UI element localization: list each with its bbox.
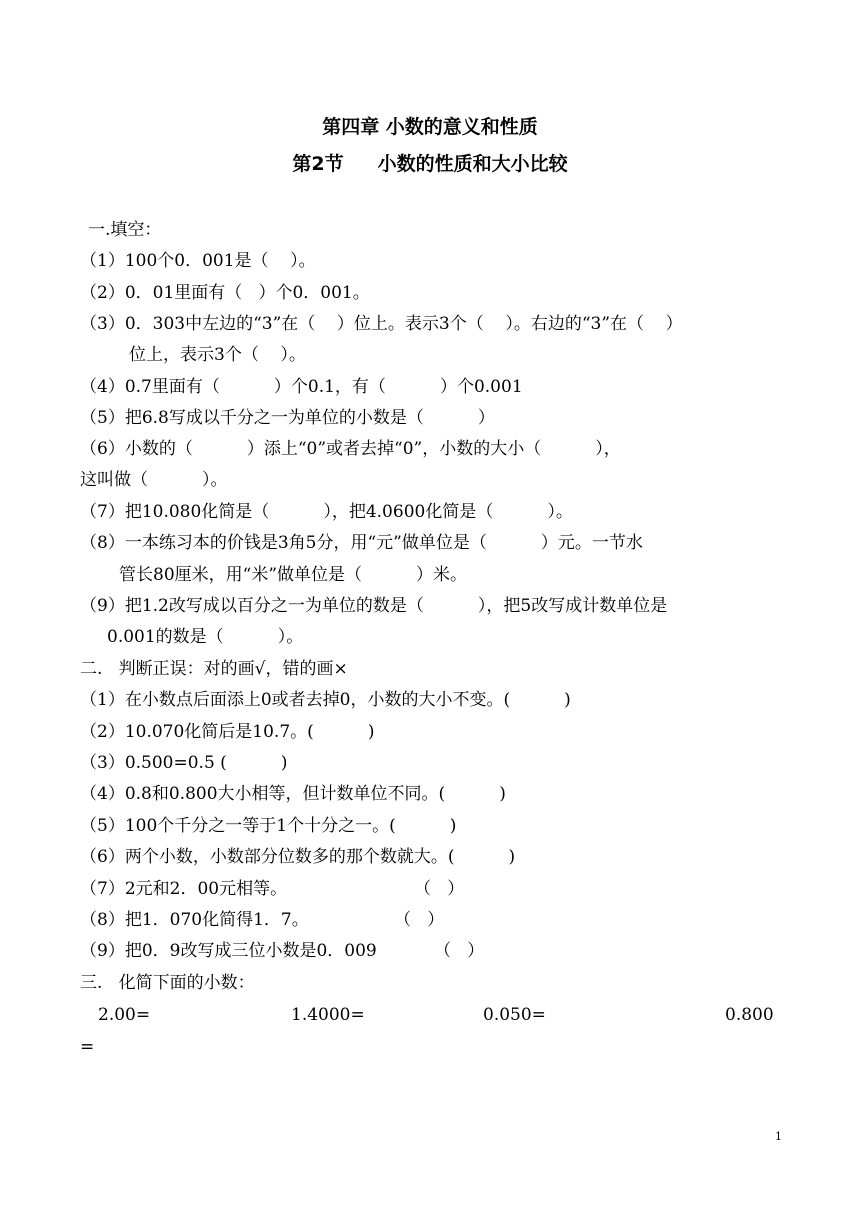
judge-item-7-paren: （ ） xyxy=(414,879,465,899)
section-name: 小数的性质和大小比较 xyxy=(377,153,568,175)
fill-item-9-cont: 0.001的数是（ ）。 xyxy=(107,627,304,647)
fill-item-2: （2）0．01里面有（ ）个0．001。 xyxy=(80,283,370,303)
fill-item-8-cont: 管长80厘米，用“米”做单位是（ ）米。 xyxy=(119,565,468,585)
judge-item-1: （1）在小数点后面添上0或者去掉0，小数的大小不变。( ) xyxy=(80,690,571,710)
fill-item-6: （6）小数的（ ）添上“0”或者去掉“0”，小数的大小（ ）， xyxy=(80,439,621,459)
simplify-item-1: 2.00= xyxy=(98,1005,151,1025)
judge-item-5: （5）100个千分之一等于1个十分之一。( ) xyxy=(80,816,457,836)
fill-item-1: （1）100个0．001是（ ）。 xyxy=(80,251,316,271)
judge-item-9: （9）把0．9改写成三位小数是0．009 xyxy=(80,941,377,961)
fill-item-8: （8）一本练习本的价钱是3角5分，用“元”做单位是（ ）元。一节水 xyxy=(80,533,643,553)
judge-item-8: （8）把1．070化简得1．7。 xyxy=(80,910,309,930)
simplify-item-4-wrap: = xyxy=(80,1037,95,1057)
fill-item-7: （7）把10.080化简是（ ），把4.0600化简是（ ）。 xyxy=(80,502,573,522)
fill-item-3: （3）0．303中左边的“3”在（ ）位上。表示3个（ ）。右边的“3”在（ ） xyxy=(80,314,683,334)
judge-item-4: （4）0.8和0.800大小相等，但计数单位不同。( ) xyxy=(80,784,506,804)
judge-item-3: （3）0.500=0.5 ( ) xyxy=(80,753,288,773)
simplify-item-4: 0.800 xyxy=(725,1005,774,1025)
judge-item-7: （7）2元和2．00元相等。 xyxy=(80,879,288,899)
judge-item-6: （6）两个小数，小数部分位数多的那个数就大。( ) xyxy=(80,847,516,867)
judge-item-9-paren: （ ） xyxy=(434,941,485,961)
chapter-title: 第四章 小数的意义和性质 xyxy=(322,116,538,138)
fill-item-6-cont: 这叫做（ ）。 xyxy=(80,470,228,490)
simplify-item-2: 1.4000= xyxy=(291,1005,365,1025)
judge-item-2: （2）10.070化简后是10.7。( ) xyxy=(80,722,375,742)
section-title xyxy=(0,149,860,176)
fill-item-5: （5）把6.8写成以千分之一为单位的小数是（ ） xyxy=(80,408,495,428)
section2-heading: 二. 判断正误：对的画√，错的画× xyxy=(80,659,348,679)
judge-item-8-paren: （ ） xyxy=(394,910,445,930)
section1-heading: 一.填空： xyxy=(88,220,162,240)
section3-heading: 三. 化简下面的小数： xyxy=(80,973,255,993)
fill-item-9: （9）把1.2改写成以百分之一为单位的数是（ ），把5改写成计数单位是 xyxy=(80,596,668,616)
fill-item-4: （4）0.7里面有（ ）个0.1，有（ ）个0.001 xyxy=(80,377,523,397)
page-number: 1 xyxy=(775,1130,782,1143)
simplify-item-3: 0.050= xyxy=(483,1005,546,1025)
fill-item-3-cont: 位上，表示3个（ ）。 xyxy=(129,345,306,365)
section-number: 第2节 xyxy=(292,153,344,175)
